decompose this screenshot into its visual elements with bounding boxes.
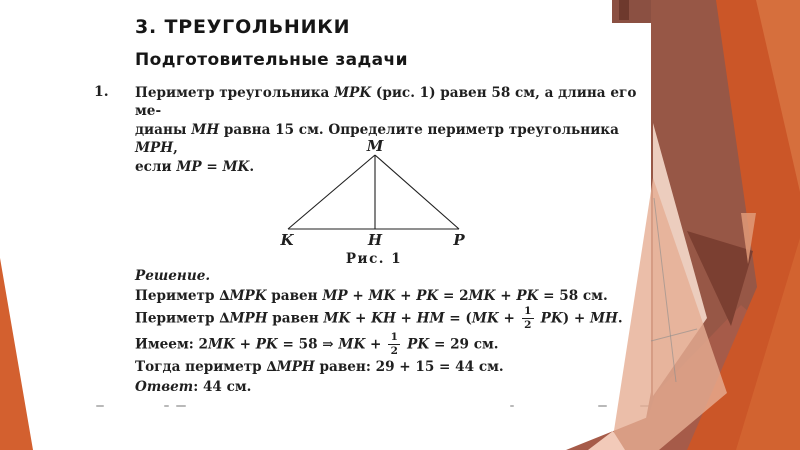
- solution-line: Тогда периметр ∆MPH равен: 29 + 15 = 44 см.: [135, 359, 504, 375]
- solution-answer: Ответ: 44 см.: [135, 378, 252, 395]
- vertex-label-p: P: [453, 231, 465, 248]
- section-title: 3. ТРЕУГОЛЬНИКИ: [135, 16, 351, 38]
- solution-intro: Решение.: [135, 268, 211, 284]
- vertex-label-h: H: [367, 231, 383, 248]
- vertex-label-m: M: [366, 140, 384, 155]
- problem-number: 1.: [94, 84, 109, 100]
- problem-line: если MP = MK.: [135, 158, 255, 175]
- problem-line: Периметр треугольника MPK (рис. 1) равен 58 см, а длина его ме-: [135, 85, 637, 120]
- fraction: $\frac{1}{2}$: [522, 306, 534, 330]
- section-subtitle: Подготовительные задачи: [135, 50, 408, 70]
- solution-line: Имеем: 2MK + PK = 58 ⇒ MK + $\frac{1}{2}$ PK = 29 см.: [135, 331, 499, 357]
- problem-line: дианы MH равна 15 см. Определите периметр треугольника MPH,: [135, 121, 619, 157]
- vertex-label-k: K: [280, 231, 294, 248]
- solution-line: Периметр ∆MPK равен MP + MK + PK = 2MK + PK = 58 см.: [135, 287, 608, 304]
- fraction: $\frac{1}{2}$: [388, 332, 400, 356]
- figure-caption: Рис. 1: [345, 251, 403, 267]
- solution-line: Периметр ∆MPH равен MK + KH + HM = (MK + $\frac{1}{2}$ PK) + MH.: [135, 305, 623, 331]
